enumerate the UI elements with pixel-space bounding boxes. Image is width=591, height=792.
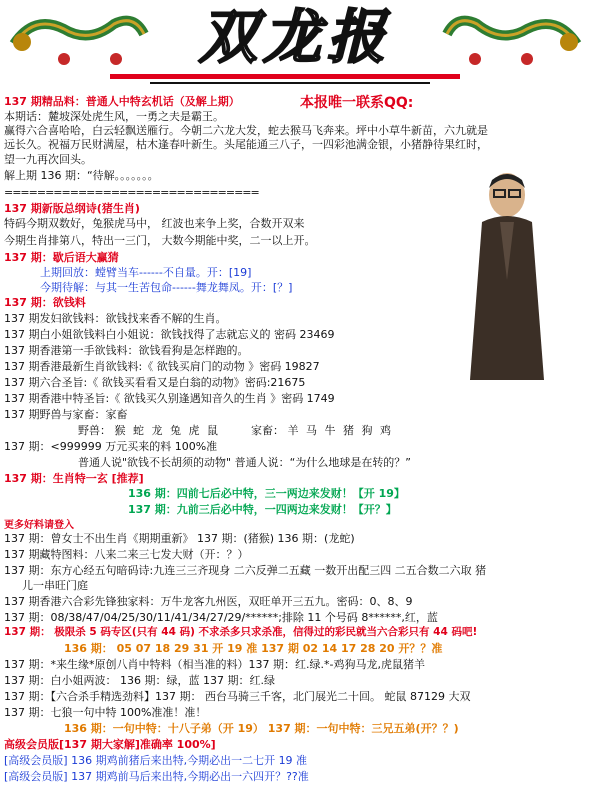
section2-heading: 137 期新版总纲诗(猪生肖) bbox=[4, 202, 140, 215]
section4-999-line: 137 期：<999999 万元买来的料 100%准 bbox=[4, 440, 218, 453]
section1-line-4: 望一九再次回头。 bbox=[4, 153, 92, 166]
kill-line: 137 期： 极限杀 5 码专区(只有 44 码) 不求杀多只求杀准，信得过的彩民就当六合彩只有 44 码吧! bbox=[4, 626, 478, 638]
kill-numbers: 136 期： 05 07 18 29 31 开 19 准 137 期 02 14 17 28 20 开？？准 bbox=[64, 642, 443, 655]
section6-line-6: 137 期：08/38/47/04/25/30/11/41/34/27/29/******;排除 11 个号码 8******,红，蓝 bbox=[4, 611, 438, 624]
section4-line-2: 137 期白小姐欲钱料白小姐说：欲钱找得了志就忘义的 密码 23469 bbox=[4, 328, 335, 341]
section6-line-4: 儿一串旺门庭 bbox=[22, 579, 88, 592]
title-underline-black bbox=[150, 82, 430, 84]
section1-heading: 137 期精品料：普通人中特玄机话（及解上期） bbox=[4, 95, 240, 108]
section1-line-3: 远长久。祝福万民财满屋，枯木逢春叶新生。头尾能通三八子，一四彩池满金银，小猪静待果红时， bbox=[4, 138, 488, 151]
section1-line-1: 本期话：麓坡深处虎生风，一勇之夫是霸王。 bbox=[4, 110, 224, 123]
page-title: 双龙报 bbox=[198, 3, 391, 71]
section5-line-1: 136 期：四前七后必中特，三一两边来发财！【开 19】 bbox=[128, 487, 405, 500]
section6-line-1: 137 期：曾女士不出生肖《期期重新》 137 期：(猪猴) 136 期：(龙蛇) bbox=[4, 532, 355, 545]
section6-line-5: 137 期香港六合彩先锋独家料：万牛龙客九州医，双旺单开三五九。密码：0、8、9 bbox=[4, 595, 413, 608]
wild-row bbox=[78, 424, 393, 437]
separator: =============================== bbox=[4, 186, 259, 199]
section3-current: 今期待解：与其一生苦包命------舞龙舞凤。开：[？] bbox=[40, 281, 293, 294]
section5-line-2: 137 期：九前三后必中特，一四两边来发财！【开？】 bbox=[128, 503, 397, 516]
section1-line-2: 赢得六合喜哈哈，白云轻飘送雁行。今朝二六龙大发，蛇去猴马飞奔来。坪中小草牛新苗，六九就是 bbox=[4, 124, 488, 137]
section6-line-10: 137 期：七狼一句中特 100%准准！准！ bbox=[4, 706, 207, 719]
dragon-right-icon bbox=[442, 4, 587, 74]
section2-line-1: 特码今期双数好，兔猴虎马中， 红波也来争上奖，合数开双来 bbox=[4, 217, 305, 230]
title-underline bbox=[110, 74, 460, 79]
members-line-2: [高级会员版] 137 期鸡前马后来出特,今期必出一六四开？??准 bbox=[4, 770, 309, 783]
members-line-1: [高级会员版] 136 期鸡前猪后来出特,今期必出一二七开 19 准 bbox=[4, 754, 308, 767]
section2-line-2: 今期生肖排第八，特出一三门， 大数今期能中奖，二一以上开。 bbox=[4, 234, 316, 247]
section6-line-3: 137 期：东方心经五句暗码诗:九连三三齐现身 二六反弹二五藏 一数开出配三四 二五合数二六取 猪 bbox=[4, 564, 487, 577]
section6-line-8: 137 期：白小姐两波： 136 期：绿，蓝 137 期：红.绿 bbox=[4, 674, 275, 687]
section4-line-3: 137 期香港第一手欲钱料：欲钱看狗是怎样跑的。 bbox=[4, 344, 249, 357]
section6-heading: 更多好料请登入 bbox=[4, 520, 74, 531]
portrait-image bbox=[462, 170, 552, 385]
bottom-orange: 136 期：一句中特：十八子弟（开 19） 137 期：一句中特：三兄五弟(开？？) bbox=[64, 722, 459, 735]
dragon-left-icon bbox=[4, 4, 149, 74]
section4-line-1: 137 期发妇欲钱料：欲钱找来香不解的生肖。 bbox=[4, 312, 227, 325]
section5-heading: 137 期：生肖特一玄 [推荐] bbox=[4, 472, 144, 485]
section1-line-5: 解上期 136 期：“待解。。。。。。。 bbox=[4, 169, 159, 182]
contact-line: 本报唯一联系QQ: bbox=[300, 95, 414, 111]
members-heading: 高级会员版[137 期大家解]准确率 100%] bbox=[4, 738, 216, 751]
section6-line-9: 137 期：【六合杀手精选劲料】137 期： 西台马骑三千客，北门展光二十回。 蛇鼠 87129 大双 bbox=[4, 690, 471, 703]
section4-line-7: 137 期野兽与家畜：家畜 bbox=[4, 408, 128, 421]
domestic-list: 羊 马 牛 猪 狗 鸡 bbox=[287, 424, 393, 437]
section4-line-5: 137 期六合圣旨:《 欲钱买看看又是白翁的动物》密码:21675 bbox=[4, 376, 306, 389]
wild-label: 野兽： bbox=[78, 424, 111, 437]
section4-line-4: 137 期香港最新生肖欲钱料:《 欲钱买肩门的动物 》密码 19827 bbox=[4, 360, 320, 373]
section4-heading: 137 期：欲钱料 bbox=[4, 296, 86, 309]
section3-last: 上期回放：螳臂当车------不自量。开：[19] bbox=[40, 266, 252, 279]
wild-list: 猴 蛇 龙 兔 虎 鼠 bbox=[114, 424, 220, 437]
header bbox=[0, 0, 591, 92]
section3-heading: 137 期：歇后语大赢猜 bbox=[4, 251, 119, 264]
section4-line-6: 137 期香港中特圣旨:《 欲钱买久别逢遇知音久的生肖 》密码 1749 bbox=[4, 392, 335, 405]
section4-common-line: 普通人说"欲钱不长胡须的动物" 普通人说：“为什么地球是在转的？” bbox=[78, 456, 412, 469]
section6-line-2: 137 期藏特图料：八来二来三七发大财（开：？） bbox=[4, 548, 249, 561]
domestic-label: 家畜： bbox=[250, 424, 284, 437]
section6-line-7: 137 期：*来生缘*原创八肖中特料（相当准的料）137 期：红.绿.*-鸡狗马龙,虎鼠猪羊 bbox=[4, 658, 425, 671]
